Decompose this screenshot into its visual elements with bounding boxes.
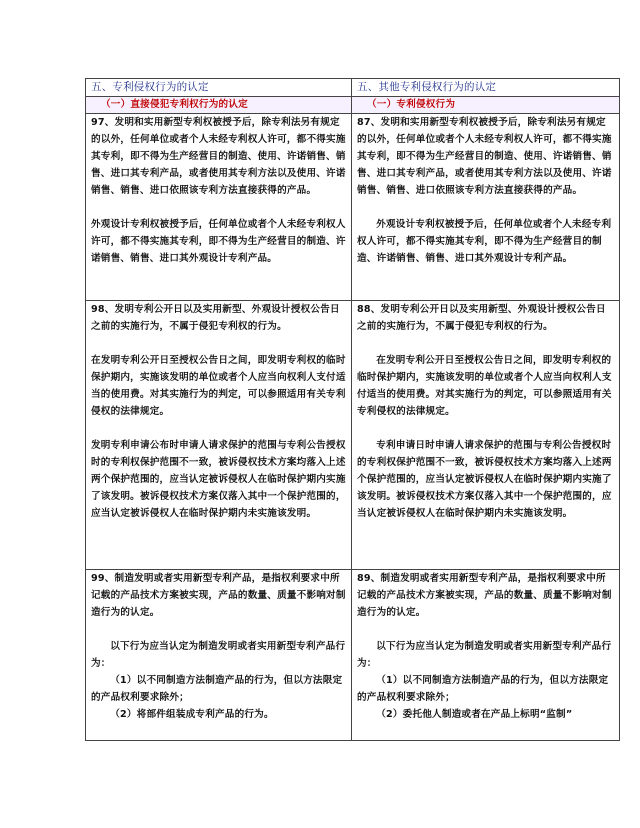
article-paragraph: （1）以不同制造方法制造产品的行为，但以方法限定的产品权利要求除外； (91, 675, 343, 703)
article-paragraph: 87、发明和实用新型专利权被授予后，除专利法另有规定的以外，任何单位或者个人未经专利权人许可，都不得实施其专利，即不得为生产经营目的制造、使用、许诺销售、销售、进口其专利产品，或者使用其专利方法以及使用、许诺销售、销售、进口依照该专利方法直接获得的产品。 (357, 117, 612, 196)
article-paragraph: 89、制造发明或者实用新型专利产品，是指权利要求中所记载的产品技术方案被实现，产品的数量、质量不影响对制造行为的认定。 (357, 573, 612, 618)
left-section-heading: （一）直接侵犯专利权行为的认定 (101, 99, 248, 110)
left-cell (86, 114, 352, 301)
article-paragraph: 外观设计专利权被授予后，任何单位或者个人未经专利权人许可，都不得实施其专利，即不得为生产经营目的制造、许诺销售、销售、进口其外观设计专利产品。 (91, 219, 346, 264)
subheader-row (86, 97, 620, 114)
article-paragraph: 在发明专利公开日至授权公告日之间，即发明专利权的临时保护期内，实施该发明的单位或者个人应当向权利人支付适当的使用费。对其实施行为的判定，可以参照适用有关专利侵权的法律规定。 (357, 355, 612, 417)
table-row (86, 301, 620, 570)
right-cell (352, 301, 620, 570)
right-cell (352, 570, 620, 741)
right-column-title: 五、其他专利侵权行为的认定 (352, 79, 620, 97)
right-section-heading: （一）专利侵权行为 (367, 99, 456, 110)
article-paragraph: 98、发明专利公开日以及实用新型、外观设计授权公告日之前的实施行为，不属于侵犯专利权的行为。 (91, 304, 340, 332)
article-paragraph: 以下行为应当认定为制造发明或者实用新型专利产品行为： (357, 641, 612, 669)
article-paragraph: 88、发明专利公开日以及实用新型、外观设计授权公告日之前的实施行为，不属于侵犯专利权的行为。 (357, 304, 606, 332)
left-column-title: 五、专利侵权行为的认定 (86, 79, 352, 97)
article-paragraph: （1）以不同制造方法制造产品的行为，但以方法限定的产品权利要求除外； (357, 675, 609, 703)
header-row (86, 79, 620, 97)
article-paragraph: 97、发明和实用新型专利权被授予后，除专利法另有规定的以外，任何单位或者个人未经专利权人许可，都不得实施其专利，即不得为生产经营目的制造、使用、许诺销售、销售、进口其专利产品，或者使用其专利方法以及使用、许诺销售、销售、进口依照该专利方法直接获得的产品。 (91, 117, 346, 196)
comparison-table (85, 78, 620, 741)
article-paragraph: 外观设计专利权被授予后，任何单位或者个人未经专利权人许可，都不得实施其专利，即不得为生产经营目的制造、许诺销售、销售、进口其外观设计专利产品。 (357, 219, 612, 264)
table-row (86, 570, 620, 741)
article-paragraph: 99、制造发明或者实用新型专利产品，是指权利要求中所记载的产品技术方案被实现，产品的数量、质量不影响对制造行为的认定。 (91, 573, 346, 618)
article-paragraph: 专利申请日时申请人请求保护的范围与专利公告授权时的专利权保护范围不一致，被诉侵权技术方案均落入上述两个保护范围的，应当认定被诉侵权人在临时保护期内实施了该发明。被诉侵权技术方案仅落入其中一个保护范围的，应当认定被诉侵权人在临时保护期内未实施该发明。 (357, 440, 612, 519)
article-paragraph: 以下行为应当认定为制造发明或者实用新型专利产品行为： (91, 641, 346, 669)
table-row (86, 114, 620, 301)
article-paragraph: （2）委托他人制造或者在产品上标明“监制” (376, 709, 573, 720)
article-paragraph: 在发明专利公开日至授权公告日之间，即发明专利权的临时保护期内，实施该发明的单位或者个人应当向权利人支付适当的使用费。对其实施行为的判定，可以参照适用有关专利侵权的法律规定。 (91, 355, 346, 417)
article-paragraph: 发明专利申请公布时申请人请求保护的范围与专利公告授权时的专利权保护范围不一致，被诉侵权技术方案均落入上述两个保护范围的，应当认定被诉侵权人在临时保护期内实施了该发明。被诉侵权技术方案仅落入其中一个保护范围的，应当认定被诉侵权人在临时保护期内未实施该发明。 (91, 440, 346, 519)
left-cell (86, 570, 352, 741)
left-cell (86, 301, 352, 570)
right-cell (352, 114, 620, 301)
article-paragraph: （2）将部件组装成专利产品的行为。 (110, 709, 274, 720)
